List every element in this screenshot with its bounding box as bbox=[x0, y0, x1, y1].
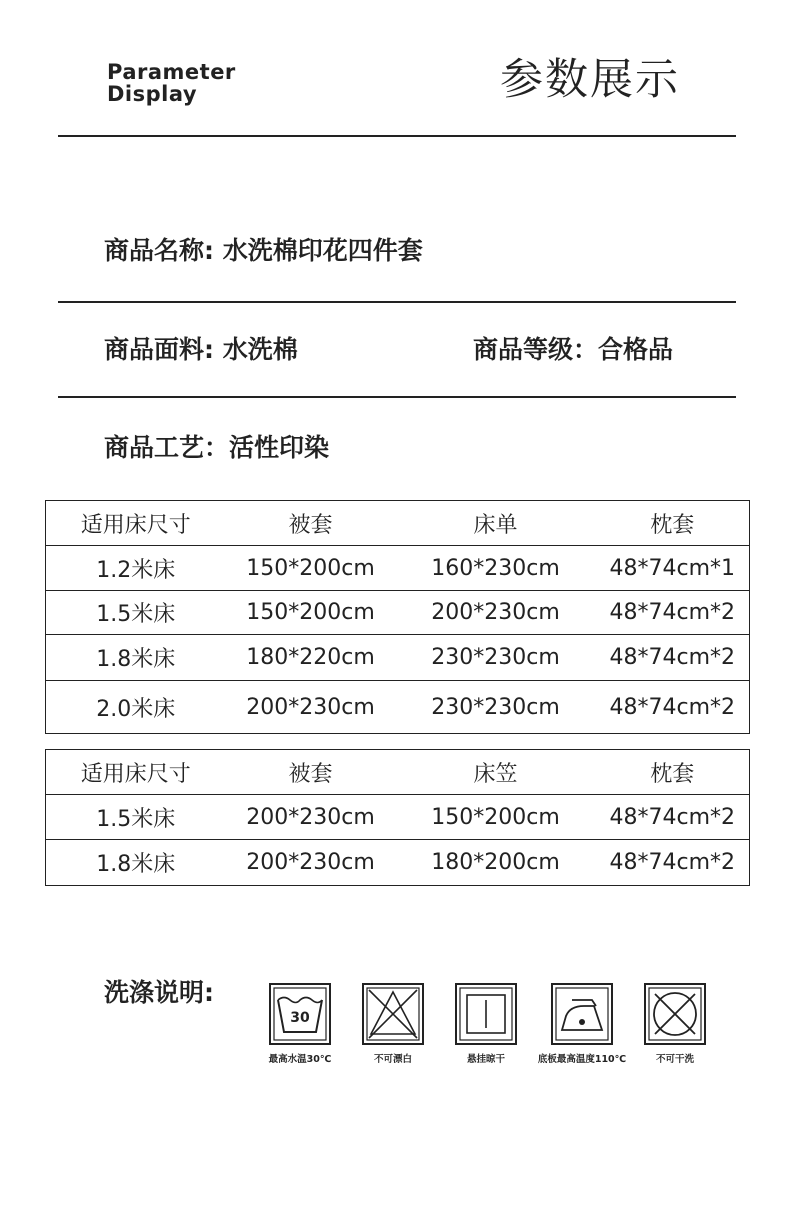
care-caption: 不可漂白 bbox=[373, 1054, 412, 1065]
table-row bbox=[46, 546, 750, 591]
care-caption: 悬挂晾干 bbox=[466, 1054, 505, 1065]
table-header-cell: 枕套 bbox=[596, 750, 750, 795]
header-title-cn: 参数展示 bbox=[500, 55, 680, 105]
table-cell: 200*230cm bbox=[396, 591, 596, 635]
divider-1 bbox=[58, 301, 736, 303]
header-divider bbox=[58, 135, 736, 137]
care-item-wash bbox=[255, 982, 345, 1065]
table-cell: 230*230cm bbox=[396, 681, 596, 734]
table-cell: 48*74cm*2 bbox=[596, 635, 750, 681]
table-cell: 1.5米床 bbox=[46, 591, 226, 635]
iron-icon bbox=[550, 982, 614, 1046]
no-bleach-icon bbox=[361, 982, 425, 1046]
table-cell: 150*200cm bbox=[396, 795, 596, 840]
table-cell: 200*230cm bbox=[226, 681, 396, 734]
care-item-hang-dry bbox=[441, 982, 531, 1065]
table-cell: 150*200cm bbox=[226, 591, 396, 635]
table-cell: 150*200cm bbox=[226, 546, 396, 591]
size-table-fitted bbox=[45, 749, 750, 886]
table-header-cell: 枕套 bbox=[596, 501, 750, 546]
table-header-cell: 被套 bbox=[226, 501, 396, 546]
header-title-en bbox=[107, 61, 236, 105]
care-item-iron bbox=[537, 982, 627, 1065]
table-cell: 200*230cm bbox=[226, 795, 396, 840]
table-header-row bbox=[46, 501, 750, 546]
size-table-sheet bbox=[45, 500, 750, 734]
table-header-cell: 床单 bbox=[396, 501, 596, 546]
care-caption: 最高水温30℃ bbox=[268, 1054, 332, 1065]
table-header-cell: 床笠 bbox=[396, 750, 596, 795]
table-cell: 180*200cm bbox=[396, 840, 596, 886]
table-cell: 230*230cm bbox=[396, 635, 596, 681]
table-cell: 48*74cm*2 bbox=[596, 795, 750, 840]
table-row bbox=[46, 795, 750, 840]
table-header-cell: 适用床尺寸 bbox=[46, 501, 226, 546]
header-title-en-line1: Parameter bbox=[107, 60, 236, 84]
wash-temperature: 30 bbox=[290, 1010, 310, 1026]
care-item-no-bleach bbox=[348, 982, 438, 1065]
product-craft: 商品工艺：活性印染 bbox=[104, 433, 330, 462]
no-dry-clean-icon bbox=[643, 982, 707, 1046]
table-cell: 48*74cm*2 bbox=[596, 840, 750, 886]
table-cell: 48*74cm*1 bbox=[596, 546, 750, 591]
care-item-no-dry-clean bbox=[630, 982, 720, 1065]
product-name: 商品名称: 水洗棉印花四件套 bbox=[104, 236, 423, 265]
care-label: 洗涤说明: bbox=[104, 978, 214, 1007]
product-fabric: 商品面料: 水洗棉 bbox=[104, 335, 298, 364]
table-header-row bbox=[46, 750, 750, 795]
table-cell: 48*74cm*2 bbox=[596, 591, 750, 635]
wash-30-icon bbox=[268, 982, 332, 1046]
table-row bbox=[46, 635, 750, 681]
table-row bbox=[46, 840, 750, 886]
table-cell: 160*230cm bbox=[396, 546, 596, 591]
table-cell: 48*74cm*2 bbox=[596, 681, 750, 734]
table-header-cell: 适用床尺寸 bbox=[46, 750, 226, 795]
table-row bbox=[46, 681, 750, 734]
header-title-en-line2: Display bbox=[107, 82, 198, 106]
table-cell: 1.8米床 bbox=[46, 635, 226, 681]
table-cell: 1.2米床 bbox=[46, 546, 226, 591]
hang-dry-icon bbox=[454, 982, 518, 1046]
table-cell: 200*230cm bbox=[226, 840, 396, 886]
table-cell: 1.8米床 bbox=[46, 840, 226, 886]
product-grade: 商品等级：合格品 bbox=[473, 335, 674, 364]
table-cell: 180*220cm bbox=[226, 635, 396, 681]
table-row bbox=[46, 591, 750, 635]
table-cell: 2.0米床 bbox=[46, 681, 226, 734]
care-caption: 不可干洗 bbox=[655, 1054, 694, 1065]
table-header-cell: 被套 bbox=[226, 750, 396, 795]
divider-2 bbox=[58, 396, 736, 398]
care-caption: 底板最高温度110℃ bbox=[537, 1054, 627, 1065]
table-cell: 1.5米床 bbox=[46, 795, 226, 840]
